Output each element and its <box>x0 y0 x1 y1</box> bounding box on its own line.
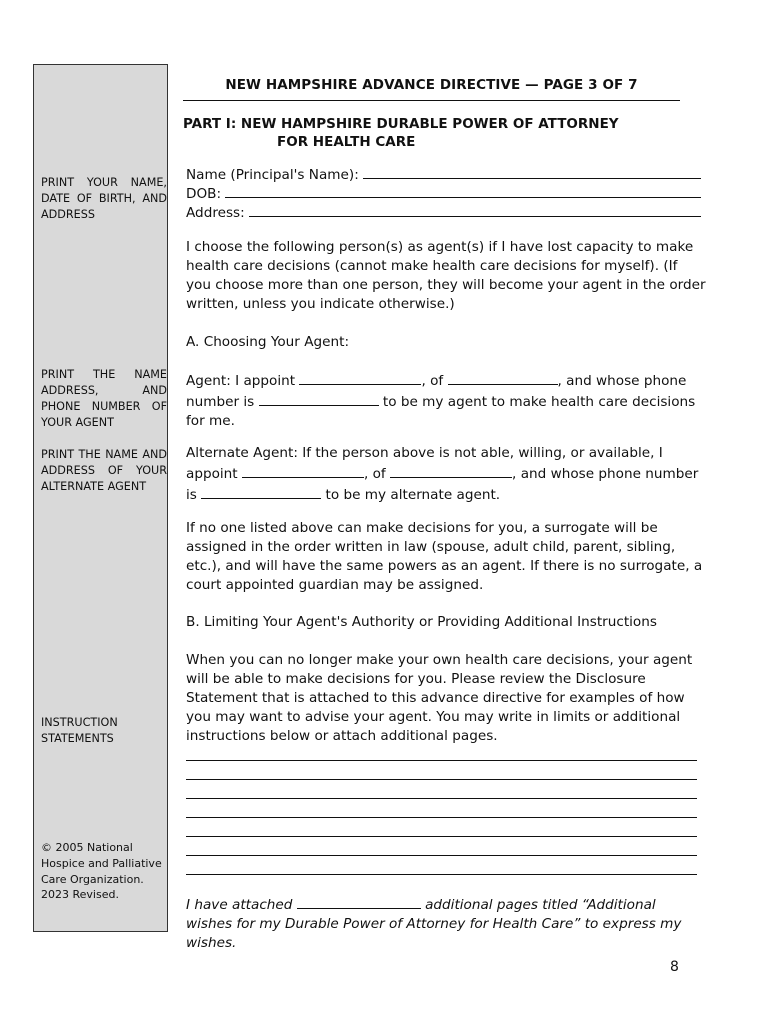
instruction-line[interactable] <box>186 779 697 780</box>
sidebar-note-alternate: PRINT THE NAME AND ADDRESS OF YOUR ALTERNATE AGENT <box>41 448 167 493</box>
instruction-line[interactable] <box>186 836 697 837</box>
alt-text-1: Alternate Agent: If the person above is not able, willing, or available, I appoint <box>186 445 663 482</box>
limits-paragraph: When you can no longer make your own health care decisions, your agent will be able to make decisions for you. Please review the Disclosure Statement that is attached to this advance directive for examples of how you may want to advise your agent. You may write in limits or additional instructions below or attach additional pages. <box>186 652 693 744</box>
part-heading <box>183 115 619 151</box>
part-heading-line2: FOR HEALTH CARE <box>277 134 416 150</box>
alt-address-blank[interactable] <box>390 463 512 478</box>
agent-paragraph <box>186 370 706 431</box>
surrogate-paragraph: If no one listed above can make decisions for you, a surrogate will be assigned in the order written in law (spouse, adult child, parent, sibling, etc.), and will have the same powers as an agent. If there is no surrogate, a court appointed guardian may be assigned. <box>186 520 703 593</box>
address-label: Address: <box>186 205 245 221</box>
attached-pages-statement <box>186 894 706 953</box>
alternate-agent-paragraph <box>186 444 706 505</box>
instruction-line[interactable] <box>186 798 697 799</box>
agent-name-blank[interactable] <box>299 370 421 385</box>
attached-count-blank[interactable] <box>297 894 421 909</box>
alt-text-4: to be my alternate agent. <box>325 487 501 503</box>
agent-address-blank[interactable] <box>448 370 558 385</box>
dob-field <box>186 183 706 204</box>
dob-blank[interactable] <box>225 183 701 198</box>
agent-text-2: , of <box>421 373 444 389</box>
sidebar-instructions <box>33 64 168 932</box>
section-a-heading: A. Choosing Your Agent: <box>186 334 350 350</box>
principal-name-field <box>186 164 706 185</box>
instruction-line[interactable] <box>186 855 697 856</box>
address-field <box>186 202 706 223</box>
agent-text-3: , and whose phone number is <box>186 373 687 410</box>
sidebar-note-instructions: INSTRUCTION STATEMENTS <box>41 716 118 745</box>
address-blank[interactable] <box>249 202 701 217</box>
sidebar-note-agent: PRINT THE NAME ADDRESS, AND PHONE NUMBER OF YOUR AGENT <box>41 368 167 429</box>
agent-phone-blank[interactable] <box>259 391 379 406</box>
choose-agent-paragraph: I choose the following person(s) as agent(s) if I have lost capacity to make health care decisions (cannot make health care decisions for myself). (If you choose more than one person, they will become your agent in the order written, unless you indicate otherwise.) <box>186 239 706 312</box>
instruction-line[interactable] <box>186 874 697 875</box>
principal-name-label: Name (Principal's Name): <box>186 167 359 183</box>
alt-text-3: , and whose phone number is <box>186 466 699 503</box>
page-number: 8 <box>670 959 679 975</box>
agent-text-4: to be my agent to make health care decisions for me. <box>186 394 696 429</box>
section-b-heading: B. Limiting Your Agent's Authority or Providing Additional Instructions <box>186 614 657 630</box>
agent-text-1: Agent: I appoint <box>186 373 296 389</box>
attached-text-1: I have attached <box>186 897 293 913</box>
alt-name-blank[interactable] <box>242 463 364 478</box>
part-heading-line1: PART I: NEW HAMPSHIRE DURABLE POWER OF ATTORNEY <box>183 116 619 132</box>
dob-label: DOB: <box>186 186 222 202</box>
alt-text-2: , of <box>363 466 386 482</box>
alt-phone-blank[interactable] <box>201 484 321 499</box>
principal-name-blank[interactable] <box>363 164 701 179</box>
instruction-line[interactable] <box>186 760 697 761</box>
attached-text-2: additional pages titled “Additional wishes for my Durable Power of Attorney for Health Care” to express my wishes. <box>186 897 682 951</box>
sidebar-copyright: © 2005 National Hospice and Palliative Care Organization. 2023 Revised. <box>41 841 162 902</box>
instruction-line[interactable] <box>186 817 697 818</box>
page-title: NEW HAMPSHIRE ADVANCE DIRECTIVE — PAGE 3 OF 7 <box>183 77 680 101</box>
sidebar-note-principal: PRINT YOUR NAME, DATE OF BIRTH, AND ADDRESS <box>41 176 167 221</box>
